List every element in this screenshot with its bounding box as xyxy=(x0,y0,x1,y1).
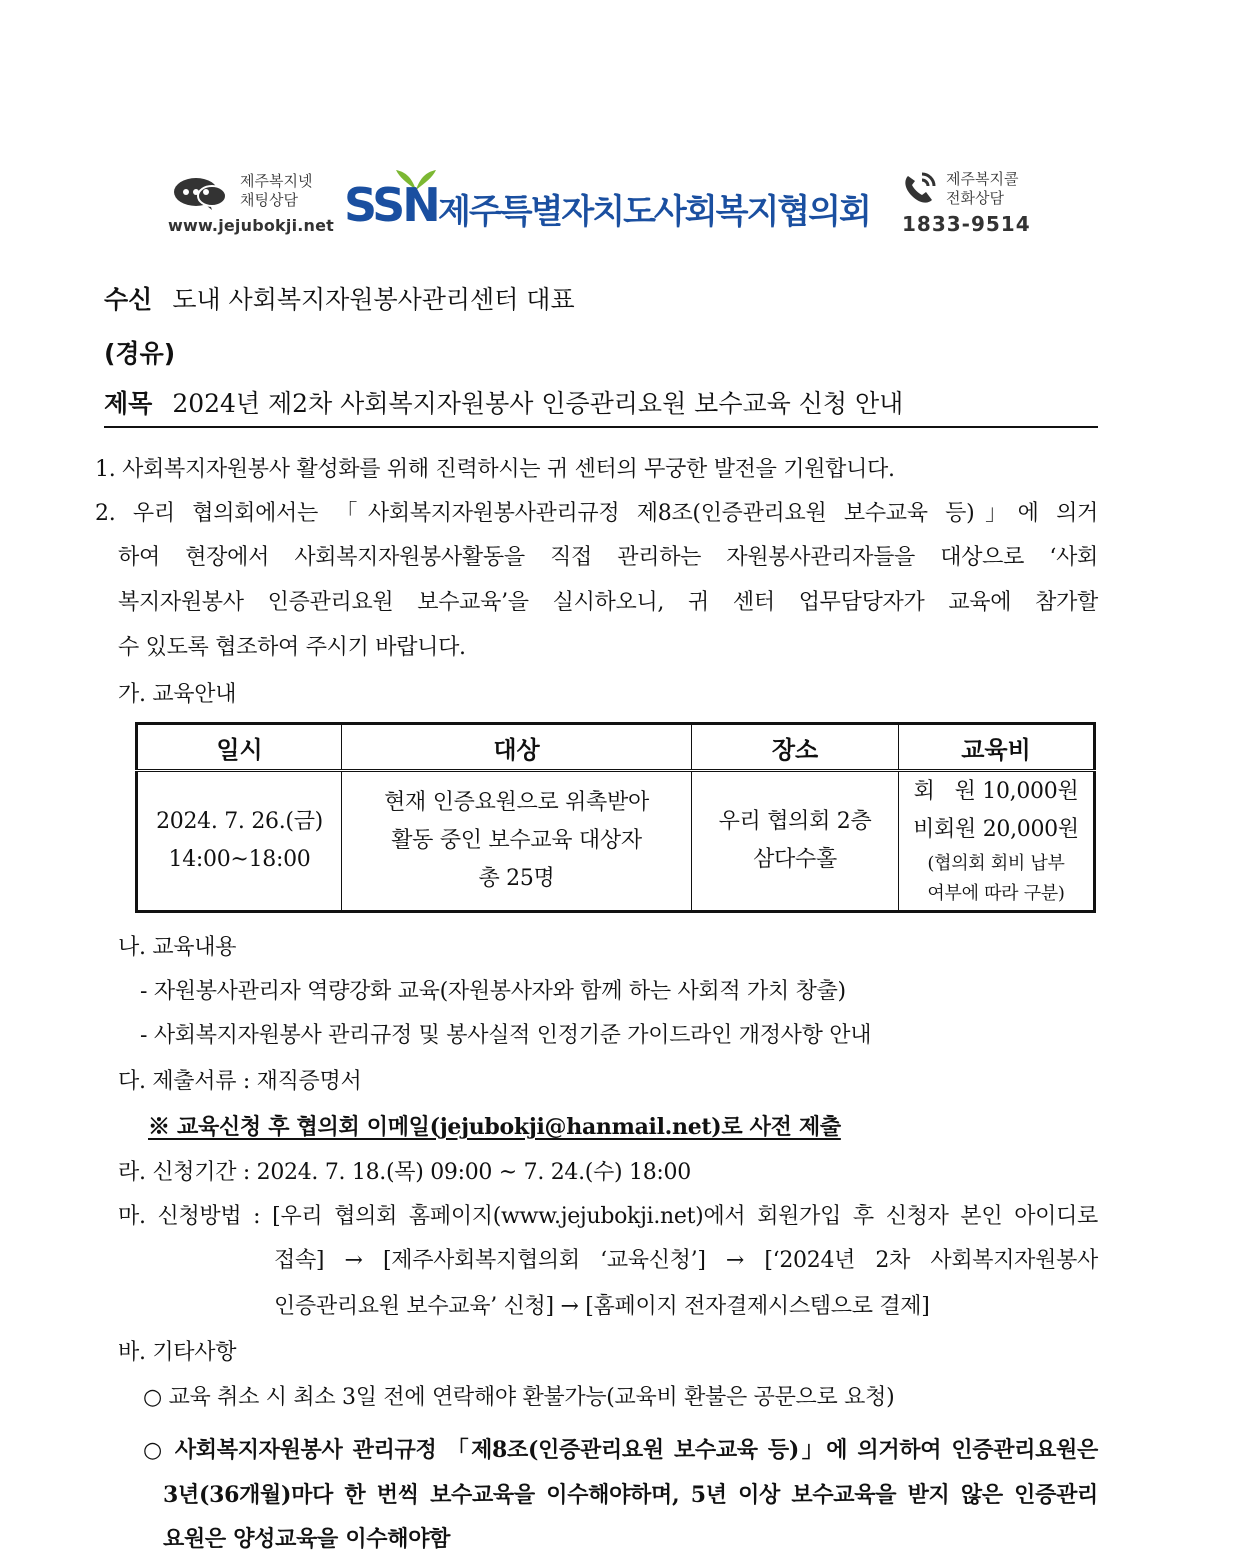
etc-item-2-line1: ○ 사회복지자원봉사 관리규정 「제8조(인증관리요원 보수교육 등)」에 의거하여 인증관리요원은 xyxy=(143,1437,1098,1463)
website-url: www.jejubokji.net xyxy=(168,216,335,235)
target-line2: 활동 중인 보수교육 대상자 xyxy=(391,828,642,853)
fee-note-line2: 여부에 따라 구분) xyxy=(927,883,1065,904)
subject-line xyxy=(104,384,903,420)
paragraph-1: 1. 사회복지자원봉사 활성화를 위해 진력하시는 귀 센터의 무궁한 발전을 기원합니다. xyxy=(95,457,895,482)
table-row xyxy=(137,771,1095,912)
header-fee: 교육비 xyxy=(899,724,1095,771)
submission-note: ※ 교육신청 후 협의회 이메일(jejubokji@hanmail.net)로 사전 제출 xyxy=(148,1114,841,1140)
place-line1: 우리 협의회 2층 xyxy=(718,809,872,834)
paragraph-2-line3: 복지자원봉사 인증관리요원 보수교육’을 실시하오니, 귀 센터 업무담당자가 교육에 참가할 xyxy=(118,590,1098,615)
date-value: 2024. 7. 26.(금) xyxy=(156,809,323,834)
header-divider xyxy=(104,426,1098,428)
chat-label-line2: 채팅상담 xyxy=(240,191,298,209)
chat-label-line1: 제주복지넷 xyxy=(240,172,313,190)
cell-date xyxy=(137,771,342,912)
place-line2: 삼다수홀 xyxy=(753,847,837,872)
letterhead xyxy=(168,168,1038,238)
etc-item-1: ○ 교육 취소 시 최소 3일 전에 연락해야 환불가능(교육비 환불은 공문으로 요청) xyxy=(143,1385,895,1410)
fee-member: 회 원 10,000원 xyxy=(913,779,1079,804)
call-label-line2: 전화상담 xyxy=(946,189,1004,207)
chat-bubble-icon xyxy=(172,176,230,212)
organization-name: 제주특별자치도사회복지협의회 xyxy=(438,192,870,232)
header-target: 대상 xyxy=(342,724,692,771)
section-ba-title: 바. 기타사항 xyxy=(118,1340,237,1365)
content-item-2: - 사회복지자원봉사 관리규정 및 봉사실적 인정기준 가이드라인 개정사항 안내 xyxy=(140,1023,872,1048)
ssn-logo xyxy=(344,168,439,234)
cell-target xyxy=(342,771,692,912)
chat-consult-label xyxy=(240,172,312,210)
paragraph-2-line2: 하여 현장에서 사회복지자원봉사활동을 직접 관리하는 자원봉사관리자들을 대상으로 ‘사회 xyxy=(118,545,1098,570)
subject-key: 제목 xyxy=(104,389,153,418)
section-ma-method-line1: 마. 신청방법 : [우리 협의회 홈페이지(www.jejubokji.net)에서 회원가입 후 신청자 본인 아이디로 xyxy=(118,1204,1098,1229)
fee-note-line1: (협의회 회비 납부 xyxy=(927,853,1065,874)
ssn-wordmark: SSN xyxy=(344,178,438,232)
target-line1: 현재 인증요원으로 위촉받아 xyxy=(384,790,649,815)
section-ra-period: 라. 신청기간 : 2024. 7. 18.(목) 09:00 ~ 7. 24.(수) 18:00 xyxy=(118,1160,691,1185)
fee-nonmember: 비회원 20,000원 xyxy=(913,817,1079,842)
section-ma-method-line3: 인증관리요원 보수교육’ 신청] → [홈페이지 전자결제시스템으로 결제] xyxy=(274,1294,930,1319)
header-date: 일시 xyxy=(137,724,342,771)
call-number: 1833-9514 xyxy=(902,212,1031,236)
call-consult-label xyxy=(946,170,1018,208)
cell-fee xyxy=(899,771,1095,912)
section-ga-title: 가. 교육안내 xyxy=(118,682,237,707)
recipient-line xyxy=(104,280,575,316)
paragraph-2-line4: 수 있도록 협조하여 주시기 바랍니다. xyxy=(118,635,466,660)
etc-item-2-line2: 3년(36개월)마다 한 번씩 보수교육을 이수해야하며, 5년 이상 보수교육을 받지 않은 인증관리 xyxy=(163,1482,1098,1508)
phone-icon xyxy=(900,170,940,208)
section-ma-method-line2: 접속] → [제주사회복지협의회 ‘교육신청’] → [‘2024년 2차 사회복지자원봉사 xyxy=(274,1248,1098,1273)
call-label-line1: 제주복지콜 xyxy=(946,170,1019,188)
recipient-value: 도내 사회복지자원봉사관리센터 대표 xyxy=(172,285,575,314)
subject-value: 2024년 제2차 사회복지자원봉사 인증관리요원 보수교육 신청 안내 xyxy=(172,389,904,418)
cell-place xyxy=(692,771,899,912)
recipient-key: 수신 xyxy=(104,285,153,314)
time-value: 14:00~18:00 xyxy=(168,847,311,872)
education-info-table xyxy=(135,722,1096,913)
call-consult-logo xyxy=(898,168,1038,238)
content-item-1: - 자원봉사관리자 역량강화 교육(자원봉사자와 함께 하는 사회적 가치 창출) xyxy=(140,979,846,1004)
via-line: (경유) xyxy=(104,339,176,368)
paragraph-2-line1: 2. 우리 협의회에서는 「사회복지자원봉사관리규정 제8조(인증관리요원 보수교육 등)」에 의거 xyxy=(95,501,1098,526)
target-line3: 총 25명 xyxy=(478,866,555,891)
section-na-title: 나. 교육내용 xyxy=(118,935,237,960)
table-header-row xyxy=(137,724,1095,771)
etc-item-2-line3: 요원은 양성교육을 이수해야함 xyxy=(163,1526,451,1552)
header-place: 장소 xyxy=(692,724,899,771)
chat-consult-logo xyxy=(168,170,335,236)
section-da-submission: 다. 제출서류 : 재직증명서 xyxy=(118,1069,362,1094)
